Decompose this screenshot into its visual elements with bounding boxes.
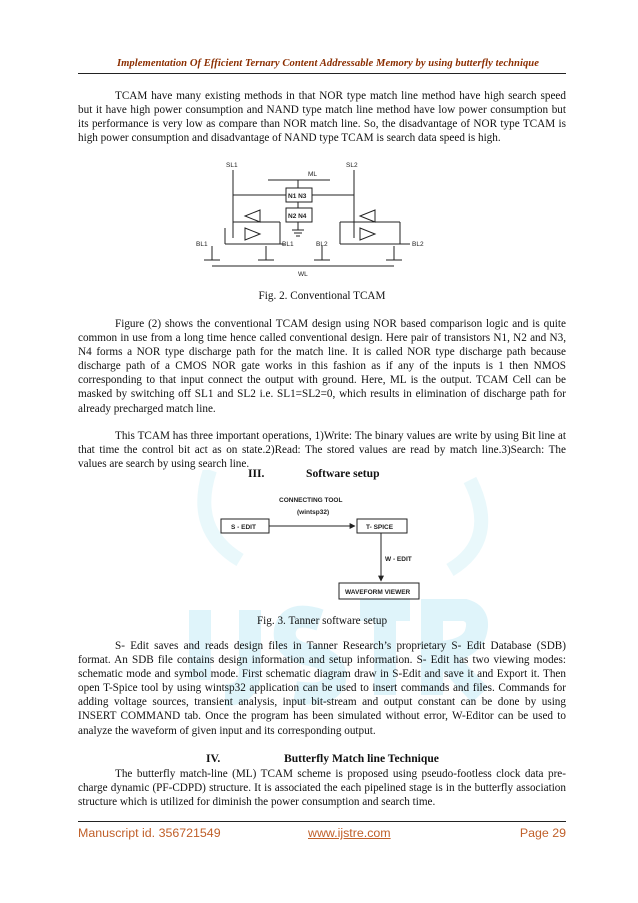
label-waveform-viewer: WAVEFORM VIEWER — [345, 589, 411, 596]
paragraph-conventional-design: Figure (2) shows the conventional TCAM design using NOR based comparison logic and is quite common in use from a long time hence called conventional design. Here pair of transistors N1, N2 and N3, N4 forms a NOR type discharge path for the match line. It is called NOR type discharge path because discharge path of a CMOS NOR gate works in this fashion as if any of the inputs is 1 then NMOS corresponding to that input connect the output with ground. Here, ML is the output. TCAM Cell can be masked by switching off SL1 and SL2 i.e. SL1=SL2=0, which results in elimination of discharge path for already precharged match line. — [78, 318, 566, 415]
journal-website-link[interactable]: www.ijstre.com — [308, 826, 391, 840]
label-bl1-mid: BL1 — [282, 241, 294, 248]
label-w-edit: W - EDIT — [385, 556, 412, 563]
section-number: IV. — [206, 752, 221, 765]
figure-conventional-tcam — [190, 160, 450, 280]
section-number: III. — [248, 467, 265, 480]
footer-divider — [78, 821, 566, 822]
tanner-flow-diagram — [215, 493, 445, 605]
page-number: Page 29 — [519, 826, 566, 840]
figure-tanner-setup — [215, 493, 445, 605]
paragraph-butterfly-scheme: The butterfly match-line (ML) TCAM scheme is proposed using pseudo-footless clock data pre-charge dynamic (PF-CDPD) structure. It is associated the each pipelined stage is in the butterfly association structure which is utilized for diminish the power consumption and search time. — [78, 768, 566, 809]
label-t-spice: T- SPICE — [366, 524, 394, 531]
section-title: Software setup — [306, 467, 380, 480]
section-heading-software-setup — [78, 467, 566, 483]
label-n2n4: N2 N4 — [288, 213, 307, 220]
figure-2-caption: Fig. 2. Conventional TCAM — [258, 290, 386, 302]
label-sl1: SL1 — [226, 162, 238, 169]
label-bl1-left: BL1 — [196, 241, 208, 248]
figure-3-caption: Fig. 3. Tanner software setup — [256, 615, 388, 627]
label-bl2-right: BL2 — [412, 241, 424, 248]
label-wl: WL — [298, 271, 308, 278]
paragraph-tcam-operations: This TCAM has three important operations, 1)Write: The binary values are write by using Bit line at that time the control bit act as on state.2)Read: The stored values are read by match line.3)Search: The values are search by using search line. — [78, 430, 566, 471]
label-bl2-mid: BL2 — [316, 241, 328, 248]
section-heading-butterfly — [78, 752, 566, 768]
running-header: Implementation Of Efficient Ternary Content Addressable Memory by using butterfly technique — [116, 58, 540, 69]
label-n1n3: N1 N3 — [288, 193, 307, 200]
paragraph-s-edit: S- Edit saves and reads design files in Tanner Research’s proprietary S- Edit Database (SDB) format. An SDB file contains design information and setup information. S- Edit has two viewing modes: schematic mode and symbol mode. First schematic diagram draw in S-Edit and save it and Export it. Then open T-Spice tool by using wintsp32 application can be used to insert commands and files. Commands for adding voltage sources, transient analysis, input bit-stream and output constant can be done by using INSERT COMMAND tab. Once the program has been simulated without error, W-Editor can be used to analyze the waveform of given input and its corresponding output. — [78, 640, 566, 737]
paragraph-tcam-methods: TCAM have many existing methods in that NOR type match line method have high search speed but it have high power consumption and NAND type match line method have low power consumption but its performance is very low as compare than NOR match line. So, the disadvantage of NOR type TCAM is high power consumption and disadvantage of NAND type TCAM is search data speed is high. — [78, 90, 566, 145]
label-s-edit: S - EDIT — [231, 524, 256, 531]
manuscript-id: Manuscript id. 356721549 — [78, 826, 221, 840]
label-ml: ML — [308, 171, 318, 178]
page-footer — [78, 826, 566, 844]
label-sl2: SL2 — [346, 162, 358, 169]
label-wintsp32: (wintsp32) — [297, 509, 330, 516]
section-title: Butterfly Match line Technique — [284, 752, 439, 765]
tcam-circuit-diagram — [190, 160, 450, 280]
label-connecting-tool: CONNECTING TOOL — [279, 497, 343, 504]
header-divider — [78, 73, 566, 74]
